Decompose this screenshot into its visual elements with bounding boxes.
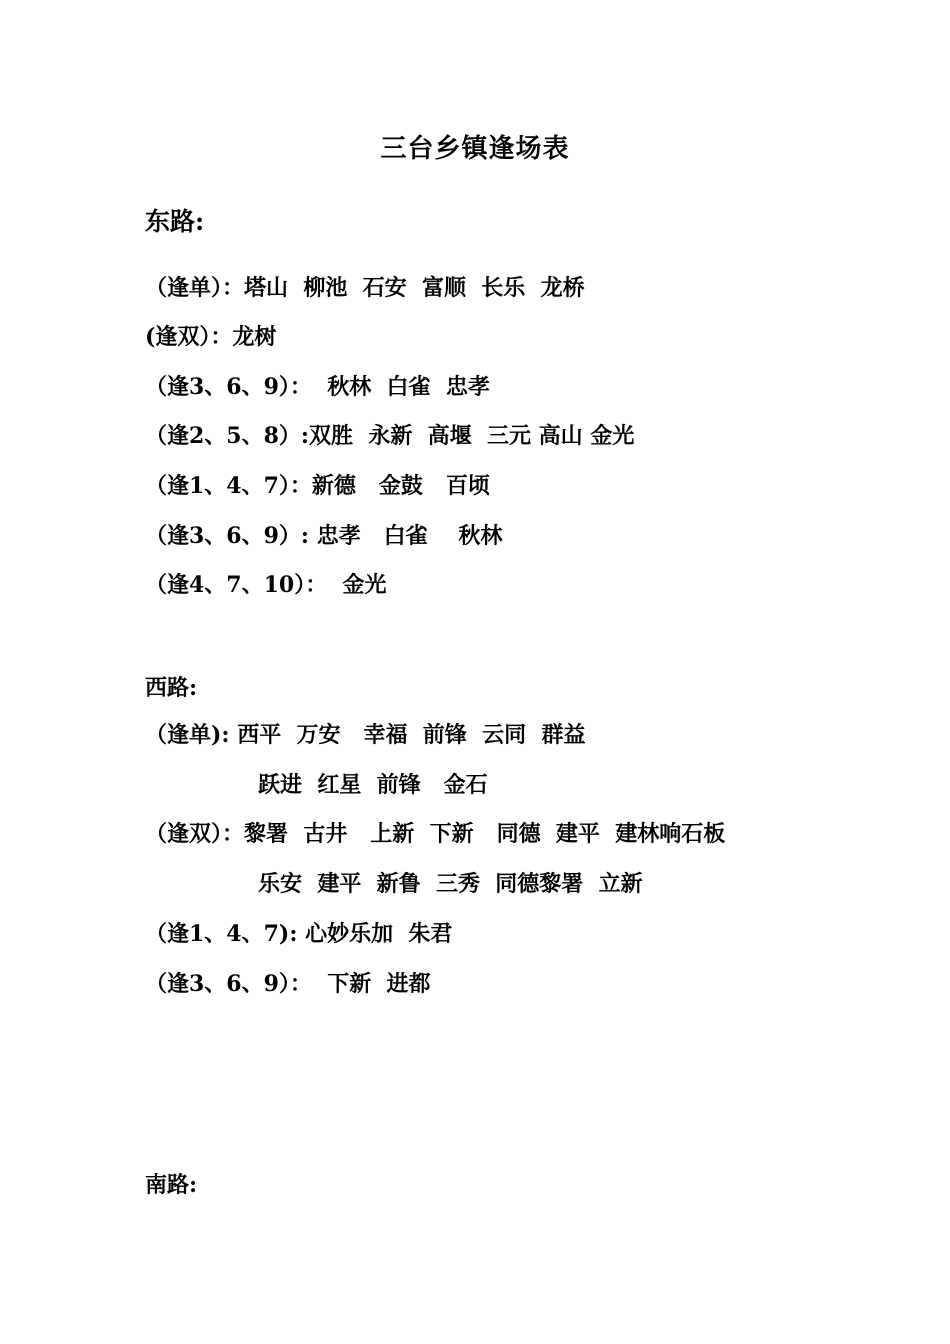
west-line-2-continued: 乐安 建平 新鲁 三秀 同德黎署 立新 [258,871,643,897]
east-line-5: （逢1、4、7）：新德 金鼓 百顷 [145,473,490,499]
east-line-2: (逢双）：龙树 [145,324,277,350]
west-line-4: （逢3、6、9）： 下新 进都 [145,971,431,997]
east-line-6: （逢3、6、9）: 忠孝 白雀 秋林 [145,523,503,549]
west-line-1: （逢单): 西平 万安 幸福 前锋 云同 群益 [145,722,586,748]
west-heading: 西路: [145,675,198,701]
south-heading: 南路: [145,1172,198,1198]
page-title: 三台乡镇逢场表 [380,134,570,164]
west-line-3: （逢1、4、7): 心妙乐加 朱君 [145,921,453,947]
east-line-3: （逢3、6、9）： 秋林 白雀 忠孝 [145,374,490,400]
east-line-7: （逢4、7、10）： 金光 [145,572,387,598]
west-line-1-continued: 跃进 红星 前锋 金石 [258,772,488,798]
west-line-2: （逢双）：黎署 古井 上新 下新 同德 建平 建林响石板 [145,821,726,847]
east-heading: 东路: [145,207,205,236]
east-line-1: （逢单）：塔山 柳池 石安 富顺 长乐 龙桥 [145,275,585,301]
east-line-4: （逢2、5、8）:双胜 永新 高堰 三元 高山 金光 [145,423,635,449]
